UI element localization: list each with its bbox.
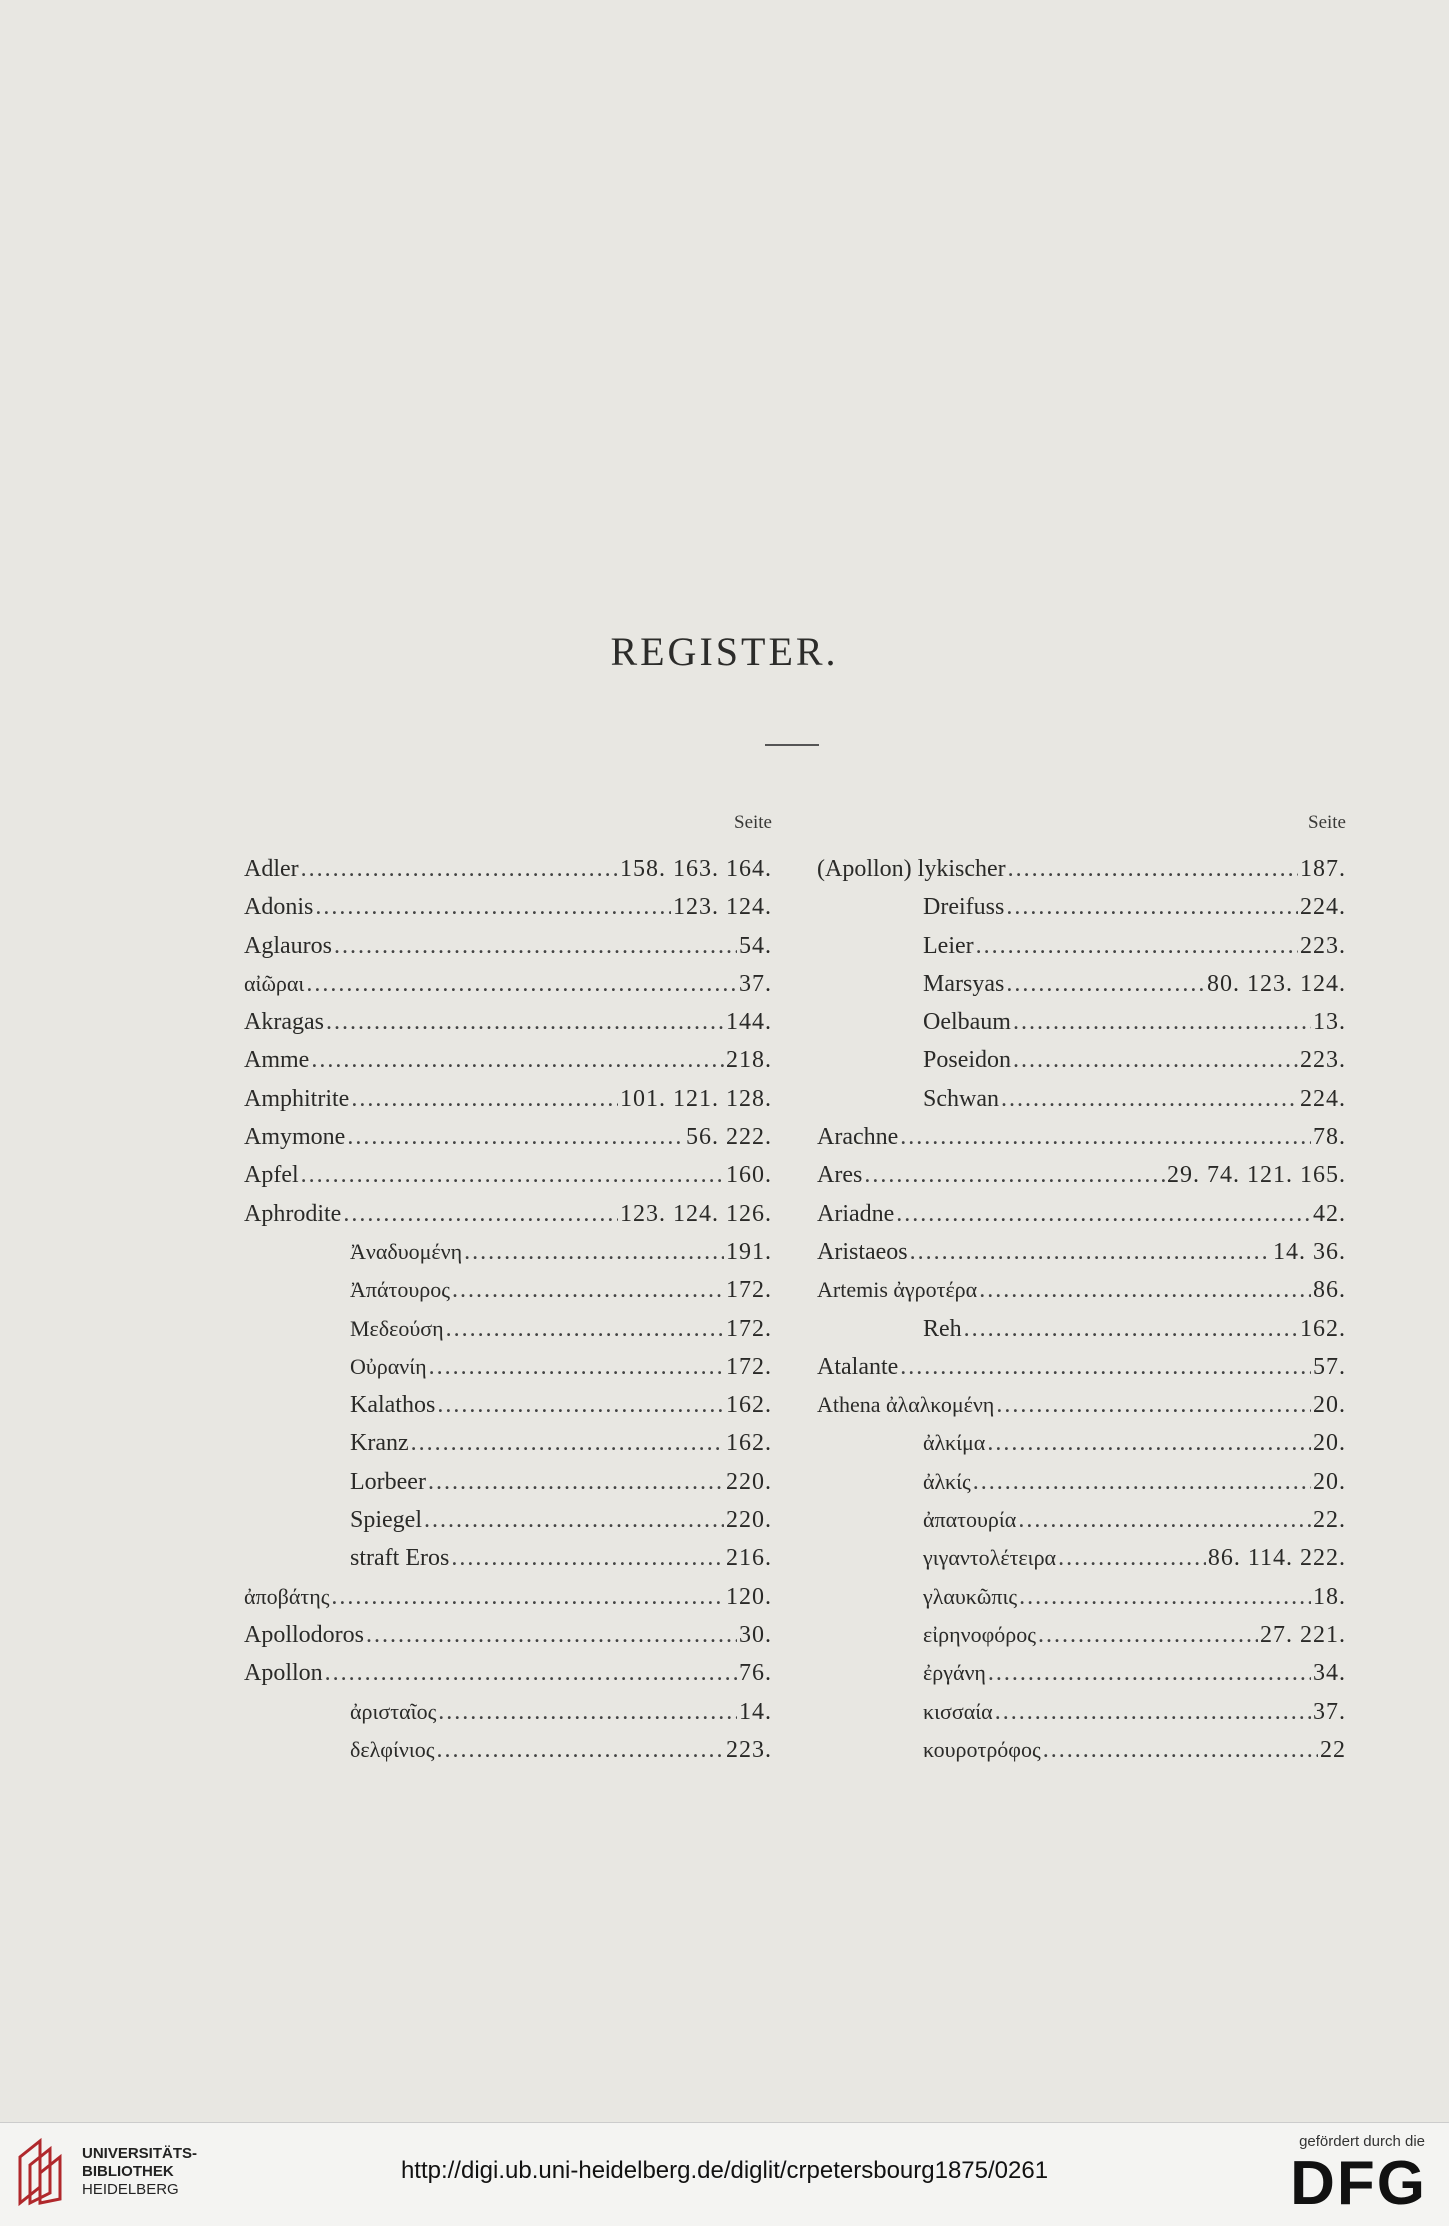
- page-references: 172.: [726, 1315, 772, 1342]
- index-entry: [817, 1310, 1346, 1348]
- index-term: Adonis: [244, 894, 314, 921]
- index-entry: [817, 1424, 1346, 1462]
- index-entry: [817, 1233, 1346, 1271]
- index-term: Athena ἀλαλκομένη: [817, 1392, 995, 1418]
- index-entry: [817, 1348, 1346, 1386]
- leader-dots: [988, 1654, 1311, 1692]
- leader-dots: [1018, 1501, 1311, 1539]
- leader-dots: [351, 1080, 618, 1118]
- leader-dots: [424, 1501, 724, 1539]
- page-references: 172.: [726, 1277, 772, 1304]
- index-term: Apfel: [244, 1162, 299, 1189]
- index-term: Atalante: [817, 1353, 899, 1380]
- index-entry: [817, 1731, 1346, 1769]
- index-term: αἰῶραι: [244, 970, 305, 996]
- page-references: 29. 74. 121. 165.: [1167, 1162, 1346, 1189]
- leader-dots: [325, 1654, 737, 1692]
- index-entry: [244, 1233, 772, 1271]
- index-entry: [244, 1080, 772, 1118]
- index-entry: [244, 1731, 772, 1769]
- page-references: 20.: [1313, 1392, 1346, 1419]
- leader-dots: [437, 1386, 724, 1424]
- page-references: 22: [1320, 1736, 1346, 1763]
- leader-dots: [347, 1118, 684, 1156]
- leader-dots: [428, 1463, 724, 1501]
- index-entry: [817, 927, 1346, 965]
- page-references: 54.: [739, 932, 772, 959]
- page-references: 34.: [1313, 1660, 1346, 1687]
- index-entry: [817, 850, 1346, 888]
- library-line-1: UNIVERSITÄTS-: [82, 2145, 198, 2162]
- page-references: 30.: [739, 1621, 772, 1648]
- leader-dots: [1043, 1731, 1318, 1769]
- index-term: ἀλκίμα: [923, 1430, 986, 1456]
- index-term: Aristaeos: [817, 1238, 908, 1265]
- page-references: 224.: [1300, 894, 1346, 921]
- leader-dots: [438, 1693, 737, 1731]
- leader-dots: [315, 888, 671, 926]
- leader-dots: [1058, 1539, 1206, 1577]
- page-references: 120.: [726, 1583, 772, 1610]
- leader-dots: [429, 1348, 724, 1386]
- index-entry: [817, 1156, 1346, 1194]
- index-term: εἰρηνοφόρος: [923, 1621, 1036, 1647]
- dfg-logo: DFG: [1290, 2149, 1427, 2218]
- page-references: 20.: [1313, 1430, 1346, 1457]
- leader-dots: [301, 1156, 724, 1194]
- leader-dots: [411, 1424, 724, 1462]
- index-term: Adler: [244, 856, 299, 882]
- page-references: 14. 36.: [1273, 1238, 1346, 1265]
- index-term: Amme: [244, 1047, 310, 1074]
- index-term: ἀλκίς: [923, 1468, 971, 1494]
- index-entry: [244, 1539, 772, 1577]
- page-references: 191.: [726, 1238, 772, 1265]
- page-references: 162.: [726, 1430, 772, 1457]
- index-term: ἀπατουρία: [923, 1507, 1017, 1533]
- index-entry: [244, 1463, 772, 1501]
- index-term: Schwan: [923, 1085, 999, 1112]
- leader-dots: [331, 1578, 724, 1616]
- leader-dots: [446, 1310, 724, 1348]
- leader-dots: [334, 927, 737, 965]
- leader-dots: [326, 1003, 724, 1041]
- index-entry: [817, 1080, 1346, 1118]
- leader-dots: [343, 1195, 618, 1233]
- index-entry: [244, 1195, 772, 1233]
- leader-dots: [306, 965, 737, 1003]
- index-term: Artemis ἀγροτέρα: [817, 1277, 978, 1303]
- index-entry: [817, 1463, 1346, 1501]
- index-term: Aglauros: [244, 932, 332, 959]
- leader-dots: [995, 1693, 1311, 1731]
- index-entry: [244, 1578, 772, 1616]
- library-line-3: HEIDELBERG: [82, 2181, 179, 2198]
- index-entry: [817, 1501, 1346, 1539]
- leader-dots: [900, 1348, 1311, 1386]
- page-references: 223.: [726, 1736, 772, 1763]
- page-references: 57.: [1313, 1353, 1346, 1380]
- index-term: Aphrodite: [244, 1200, 342, 1227]
- index-term: δελφίνιος: [350, 1736, 435, 1762]
- page-references: 37.: [739, 970, 772, 997]
- index-term: Oelbaum: [923, 1009, 1011, 1036]
- index-entry: [817, 965, 1346, 1003]
- page-references: 123. 124. 126.: [620, 1200, 772, 1227]
- page-references: 162.: [1300, 1315, 1346, 1342]
- leader-dots: [1001, 1080, 1298, 1118]
- index-term: Οὐρανίη: [350, 1353, 427, 1379]
- page-references: 162.: [726, 1392, 772, 1419]
- index-term: ἐργάνη: [923, 1660, 986, 1686]
- leader-dots: [436, 1731, 724, 1769]
- leader-dots: [1008, 850, 1298, 888]
- left-entries: [244, 850, 772, 1769]
- index-entry: [244, 1348, 772, 1386]
- index-term: κουροτρόφος: [923, 1736, 1041, 1762]
- index-term: Kalathos: [350, 1392, 436, 1419]
- index-term: ἀρισταῖος: [350, 1698, 437, 1724]
- index-entry: [817, 1654, 1346, 1692]
- index-entry: [244, 1501, 772, 1539]
- page-references: 13.: [1313, 1009, 1346, 1036]
- page-references: 216.: [726, 1545, 772, 1572]
- index-term: Ἀναδυομένη: [350, 1238, 463, 1264]
- page-references: 80. 123. 124.: [1207, 970, 1346, 997]
- leader-dots: [973, 1463, 1311, 1501]
- leader-dots: [964, 1310, 1298, 1348]
- index-entry: [817, 1118, 1346, 1156]
- leader-dots: [1006, 888, 1298, 926]
- index-entry: [244, 888, 772, 926]
- page-references: 220.: [726, 1507, 772, 1534]
- index-entry: [817, 1041, 1346, 1079]
- index-term: Akragas: [244, 1009, 324, 1036]
- index-entry: [244, 927, 772, 965]
- library-line-2: BIBLIOTHEK: [82, 2163, 174, 2180]
- index-entry: [244, 1616, 772, 1654]
- right-entries: [817, 850, 1346, 1769]
- index-entry: [244, 1310, 772, 1348]
- index-column-left: [244, 812, 772, 1769]
- page-references: 223.: [1300, 932, 1346, 959]
- index-column-right: [817, 812, 1346, 1769]
- index-entry: [244, 1386, 772, 1424]
- index-entry: [244, 1424, 772, 1462]
- index-entry: [244, 1271, 772, 1309]
- index-entry: [244, 1156, 772, 1194]
- index-entry: [244, 965, 772, 1003]
- index-term: κισσαία: [923, 1698, 993, 1724]
- index-entry: [244, 850, 772, 888]
- index-term: Leier: [923, 932, 974, 959]
- page-references: 14.: [739, 1698, 772, 1725]
- leader-dots: [987, 1424, 1311, 1462]
- index-term: Arachne: [817, 1124, 899, 1151]
- index-entry: [817, 1003, 1346, 1041]
- index-entry: [817, 1539, 1346, 1577]
- page-references: 56. 222.: [686, 1124, 772, 1151]
- index-term: Dreifuss: [923, 894, 1005, 921]
- index-entry: [817, 1693, 1346, 1731]
- page-references: 42.: [1313, 1200, 1346, 1227]
- index-entry: [817, 1578, 1346, 1616]
- leader-dots: [366, 1616, 737, 1654]
- index-entry: [817, 1616, 1346, 1654]
- digitization-footer: [0, 2122, 1449, 2226]
- page-references: 27. 221.: [1260, 1621, 1346, 1648]
- index-entry: [817, 1195, 1346, 1233]
- leader-dots: [464, 1233, 724, 1271]
- page-references: 220.: [726, 1468, 772, 1495]
- page-references: 172.: [726, 1353, 772, 1380]
- page-references: 224.: [1300, 1085, 1346, 1112]
- index-term: Marsyas: [923, 970, 1005, 997]
- leader-dots: [896, 1195, 1311, 1233]
- leader-dots: [451, 1539, 724, 1577]
- index-entry: [244, 1041, 772, 1079]
- index-entry: [244, 1003, 772, 1041]
- index-term: Ariadne: [817, 1200, 895, 1227]
- leader-dots: [864, 1156, 1165, 1194]
- index-entry: [244, 1693, 772, 1731]
- page-title: REGISTER.: [610, 629, 839, 674]
- index-term: Apollodoros: [244, 1621, 364, 1648]
- funding-text: gefördert durch die: [1299, 2133, 1425, 2150]
- page-references: 123. 124.: [673, 894, 772, 921]
- page-references: 76.: [739, 1660, 772, 1687]
- page-references: 160.: [726, 1162, 772, 1189]
- index-term: Amymone: [244, 1124, 346, 1151]
- leader-dots: [301, 850, 618, 888]
- page-references: 78.: [1313, 1124, 1346, 1151]
- index-term: Lorbeer: [350, 1468, 426, 1495]
- page-references: 86. 114. 222.: [1207, 1545, 1346, 1572]
- page-references: 144.: [726, 1009, 772, 1036]
- index-term: Apollon: [244, 1660, 323, 1687]
- index-term: Amphitrite: [244, 1085, 350, 1112]
- index-entry: [244, 1118, 772, 1156]
- page-references: 101. 121. 128.: [620, 1085, 772, 1112]
- index-entry: [244, 1654, 772, 1692]
- index-term: γλαυκῶπις: [923, 1583, 1018, 1609]
- leader-dots: [900, 1118, 1311, 1156]
- index-term: Reh: [923, 1315, 962, 1342]
- page-references: 158. 163. 164.: [620, 856, 772, 882]
- leader-dots: [1038, 1616, 1258, 1654]
- leader-dots: [996, 1386, 1311, 1424]
- index-term: straft Eros: [350, 1545, 450, 1572]
- index-term: Kranz: [350, 1430, 409, 1457]
- page-references: 223.: [1300, 1047, 1346, 1074]
- page-references: 218.: [726, 1047, 772, 1074]
- source-url[interactable]: http://digi.ub.uni-heidelberg.de/diglit/crpetersbourg1875/0261: [400, 2157, 1049, 2184]
- seite-header-left: Seite: [734, 812, 772, 833]
- index-term: Ares: [817, 1162, 863, 1189]
- index-term: Μεδεούση: [350, 1315, 444, 1341]
- page-references: 37.: [1313, 1698, 1346, 1725]
- index-term: Poseidon: [923, 1047, 1012, 1074]
- leader-dots: [1019, 1578, 1311, 1616]
- title-rule: [765, 744, 819, 746]
- leader-dots: [1006, 965, 1205, 1003]
- page-references: 22.: [1313, 1507, 1346, 1534]
- index-term: (Apollon) lykischer: [817, 856, 1006, 882]
- leader-dots: [976, 927, 1298, 965]
- index-term: Spiegel: [350, 1507, 422, 1534]
- index-entry: [817, 1386, 1346, 1424]
- page-references: 18.: [1313, 1583, 1346, 1610]
- leader-dots: [1013, 1041, 1298, 1079]
- index-term: Ἀπάτουρος: [350, 1277, 450, 1303]
- page-references: 20.: [1313, 1468, 1346, 1495]
- index-term: γιγαντολέτειρα: [923, 1545, 1057, 1571]
- leader-dots: [311, 1041, 724, 1079]
- page-references: 86.: [1313, 1277, 1346, 1304]
- page-references: 187.: [1300, 856, 1346, 882]
- seite-header-right: Seite: [1308, 812, 1346, 833]
- index-term: ἀποβάτης: [244, 1583, 330, 1609]
- index-entry: [817, 888, 1346, 926]
- leader-dots: [979, 1271, 1311, 1309]
- leader-dots: [910, 1233, 1271, 1271]
- index-entry: [817, 1271, 1346, 1309]
- leader-dots: [1013, 1003, 1311, 1041]
- leader-dots: [452, 1271, 724, 1309]
